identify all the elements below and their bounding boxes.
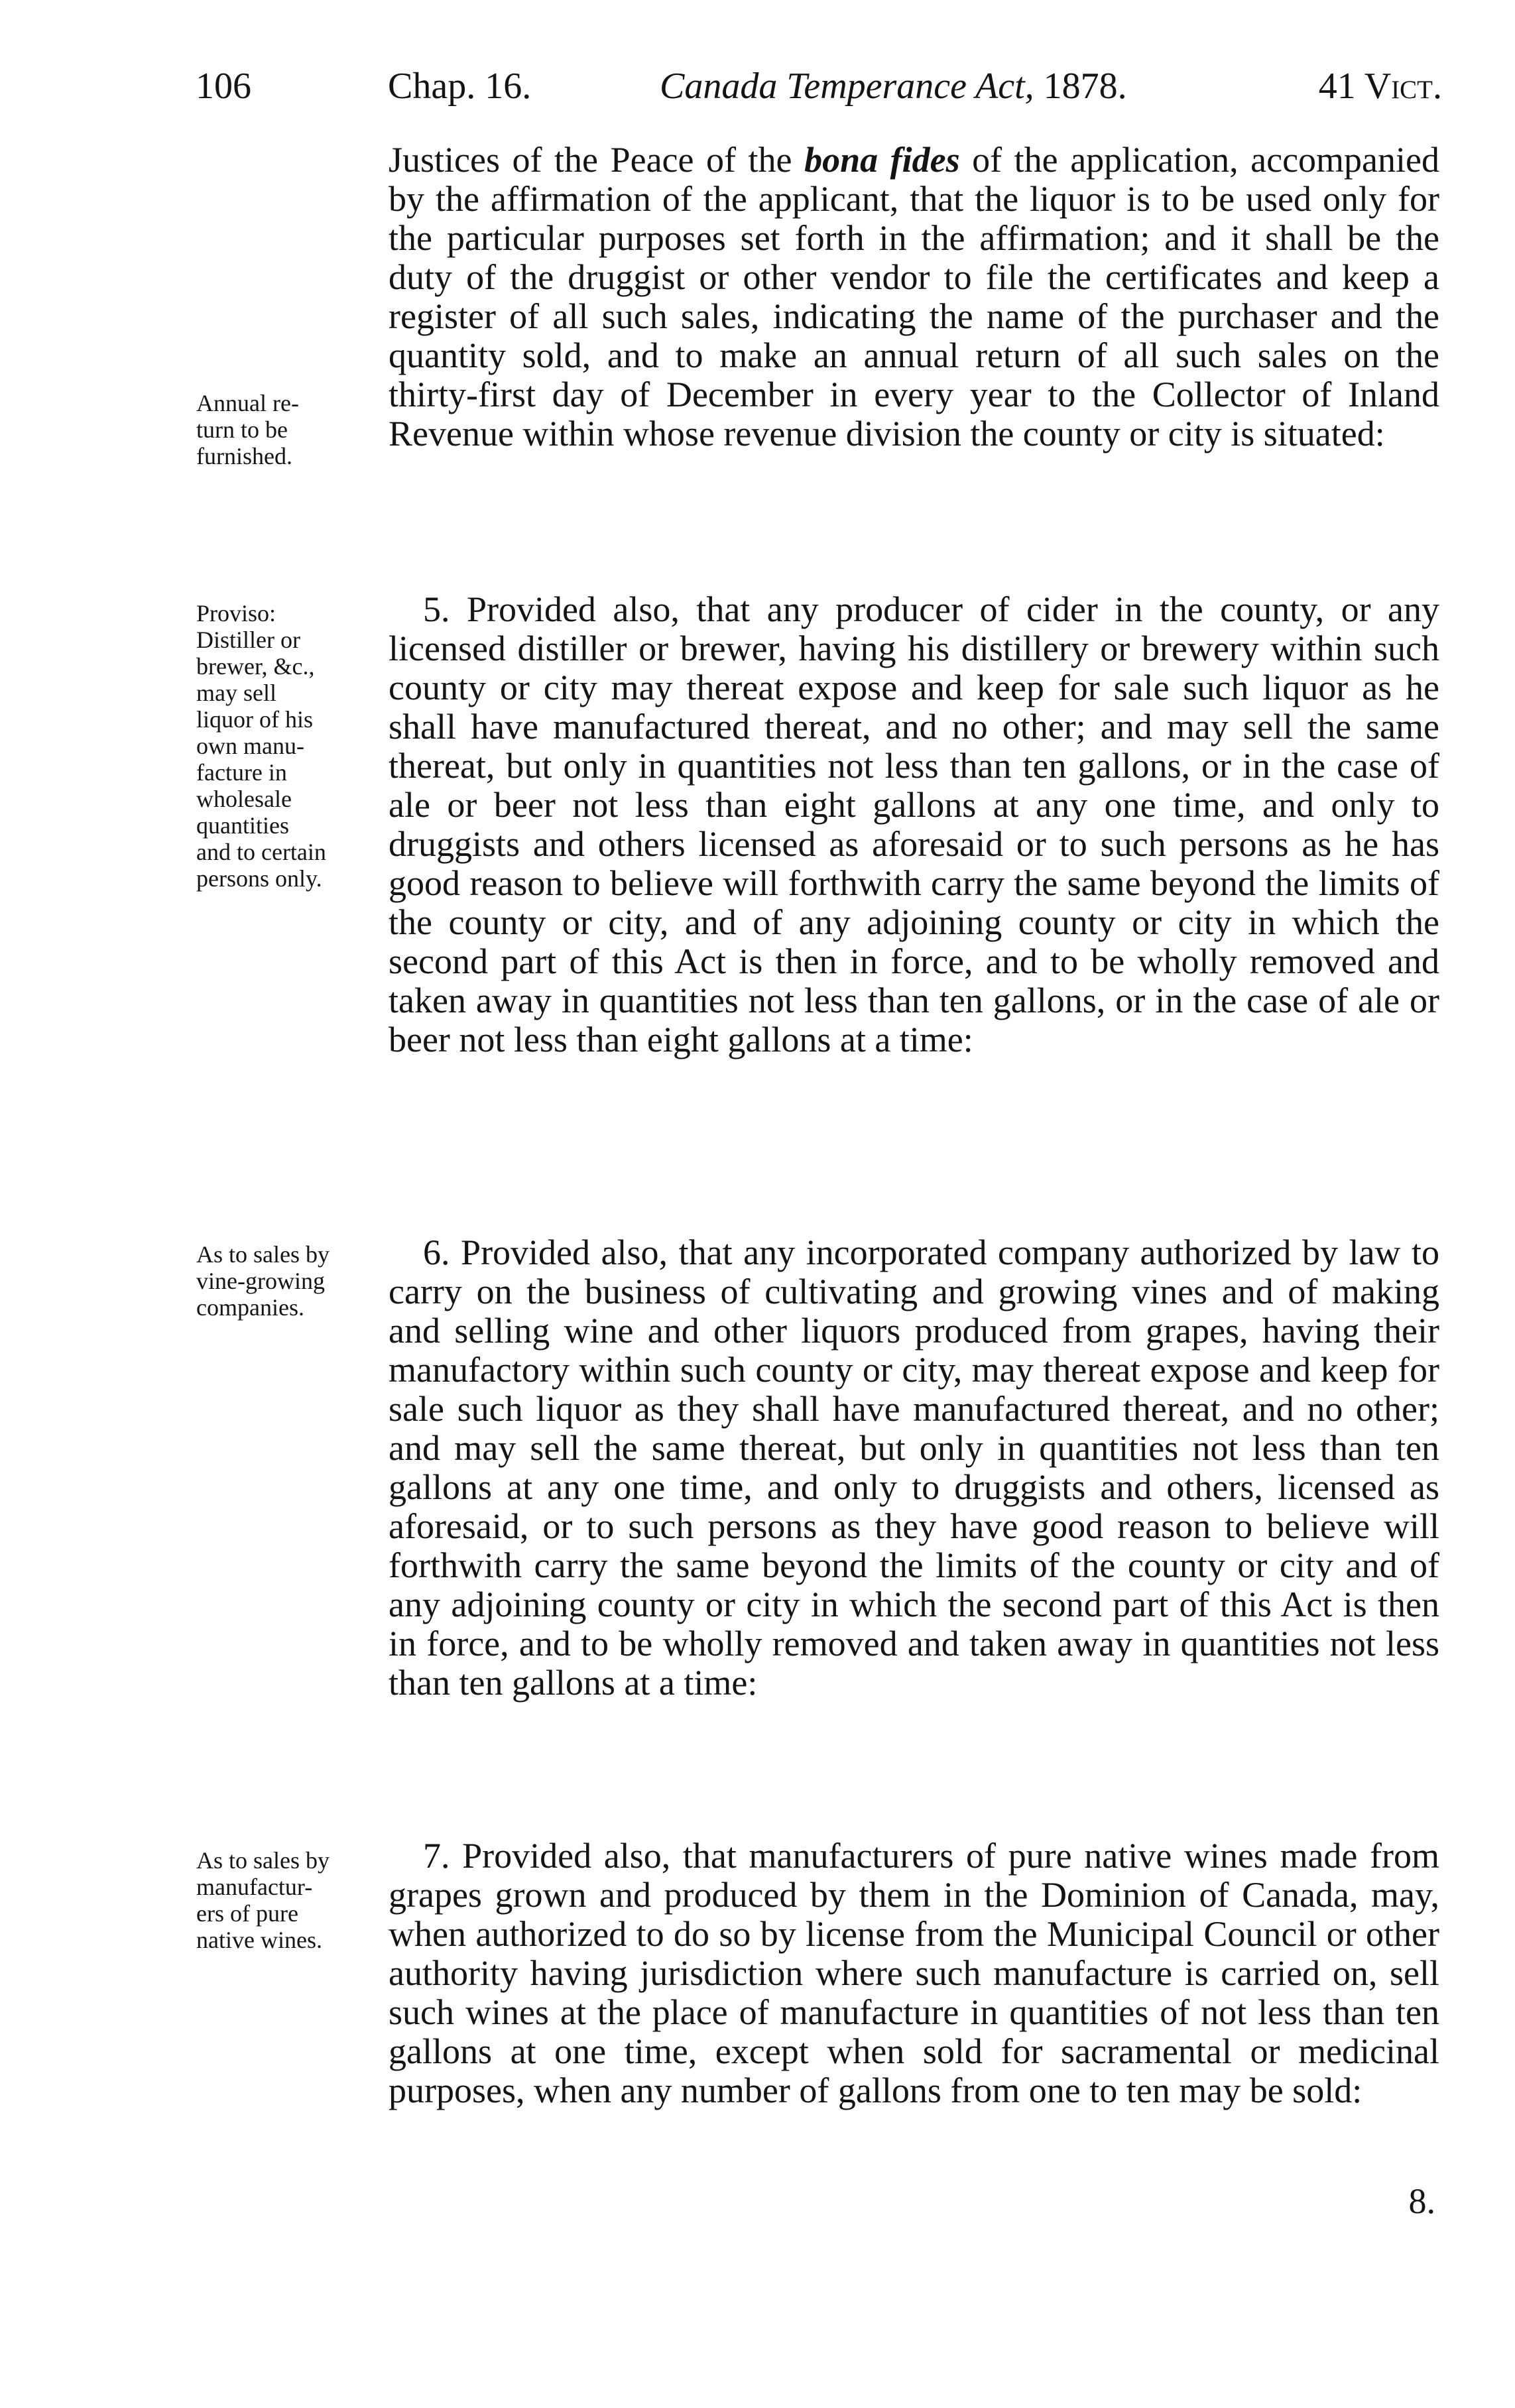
act-year: 1878. [1043,66,1127,107]
paragraph-7: 7. Provided also, that manufacturers of pure native wines made from grapes grown and produced by them in the Dominion of Canada, may, when authorized to do so by license from the Municipal Council or other authority having jurisdiction where such manufacture is carried on, sell such wines at the place of manufacture in quantities of not less than ten gallons at one time, except when sold for sacramental or medicinal purposes, when any number of gallons from one to ten may be sold: [389,1836,1439,2110]
chapter-label: Chap. 16. [388,66,532,107]
margin-note-proviso-distiller: Proviso: Distiller or brewer, &c., may sell liquor of his own manu- facture in wholesale quantities and to certain persons only. [196,600,326,892]
paragraph-4-continued [389,141,1439,453]
paragraph-6: 6. Provided also, that any incorporated company authorized by law to carry on the business of cultivating and growing vines and of making and selling wine and other liquors produced from grapes, having their manufactory within such county or city, may thereat expose and keep for sale such liquor as they shall have manufactured thereat, and no other; and may sell the same thereat, but only in quantities not less than ten gallons at any one time, and only to druggists and others, licensed as aforesaid, or to such persons as they have good reason to believe will forthwith carry the same beyond the limits of the county or city and of any adjoining county or city in which the second part of this Act is then in force, and to be wholly removed and taken away in quantities not less than ten gallons at a time: [389,1233,1439,1703]
p4-text-b: of the application, accompanied by the affirmation of the applicant, that the liquor is to be used only for the particular purposes set forth in the affirmation; and it shall be the duty of the druggist or other vendor to file the certificates and keep a register of all such sales, indicating the name of the purchaser and the quantity sold, and to make an annual return of all such sales on the thirty-first day of December in every year to the Collector of Inland Revenue within whose revenue division the county or city is situated: [389,140,1439,453]
margin-note-vine-growing: As to sales by vine-growing companies. [196,1241,330,1321]
act-title [660,60,1127,113]
page-number: 106 [196,66,251,107]
p4-italic-bona-fides: bona fides [804,140,960,180]
act-title-text: Canada Temperance Act, [660,66,1034,107]
regnal-year: 41 Vict. [1318,66,1442,107]
catchword: 8. [1408,2181,1435,2221]
paragraph-5: 5. Provided also, that any producer of cider in the county, or any licensed distiller or brewer, having his distillery or brewery within such county or city may thereat expose and keep for sale such liquor as he shall have manufactured thereat, and no other; and may sell the same thereat, but only in quantities not less than ten gallons, or in the case of ale or beer not less than eight gallons at any one time, and only to druggists and others licensed as aforesaid or to such persons as he has good reason to believe will forthwith carry the same beyond the limits of the county or city, and of any adjoining county or city in which the second part of this Act is then in force, and to be wholly removed and taken away in quantities not less than ten gallons, or in the case of ale or beer not less than eight gallons at a time: [389,589,1439,1059]
margin-note-native-wines: As to sales by manufactur- ers of pure native wines. [196,1847,330,1953]
p4-text-a: Justices of the Peace of the [389,140,805,180]
margin-note-annual-return: Annual re- turn to be furnished. [196,390,299,469]
running-header [196,60,1442,113]
